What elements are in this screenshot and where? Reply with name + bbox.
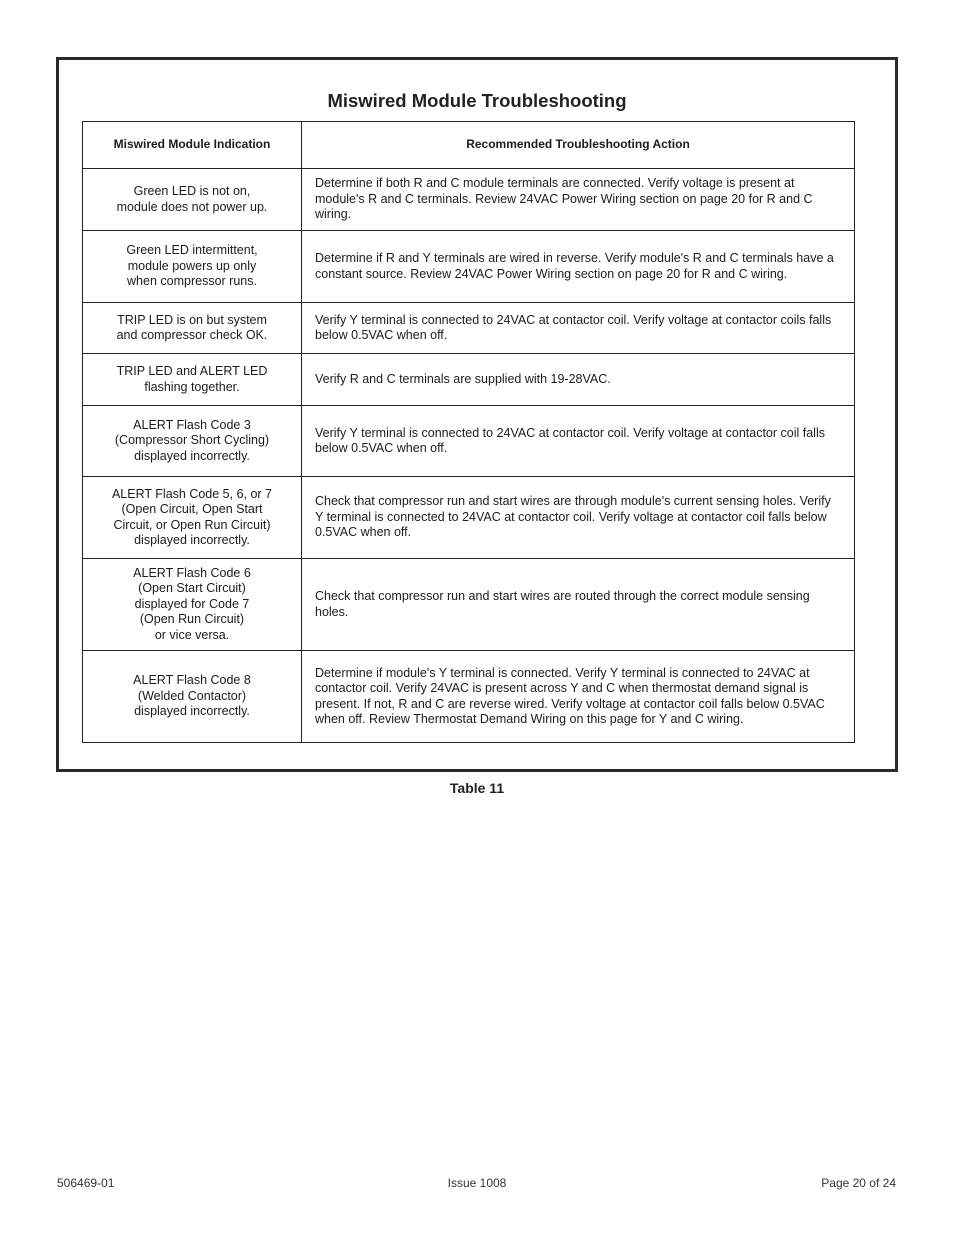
header-row	[83, 122, 855, 169]
table-row	[83, 406, 855, 477]
action-cell: Determine if R and Y terminals are wired in reverse. Verify module's R and C terminals have a constant source. Review 24VAC Power Wiring section on page 20 for R and C wiring.	[302, 231, 855, 303]
table-row	[83, 303, 855, 354]
column-header-action: Recommended Troubleshooting Action	[302, 122, 855, 169]
indication-cell: ALERT Flash Code 6 (Open Start Circuit) displayed for Code 7 (Open Run Circuit) or vice versa.	[83, 559, 302, 651]
table-frame	[56, 57, 898, 772]
action-cell: Check that compressor run and start wires are through module's current sensing holes. Verify Y terminal is connected to 24VAC at contactor coil. Verify voltage at contactor coil falls below 0.5VAC when off.	[302, 477, 855, 559]
indication-cell: Green LED is not on, module does not power up.	[83, 169, 302, 231]
action-cell: Verify Y terminal is connected to 24VAC at contactor coil. Verify voltage at contactor coils falls below 0.5VAC when off.	[302, 303, 855, 354]
table-row	[83, 231, 855, 303]
action-cell: Verify Y terminal is connected to 24VAC at contactor coil. Verify voltage at contactor coil falls below 0.5VAC when off.	[302, 406, 855, 477]
issue-label: Issue 1008	[447, 1176, 507, 1190]
table-row	[83, 651, 855, 743]
column-header-indication: Miswired Module Indication	[83, 122, 302, 169]
indication-cell: ALERT Flash Code 8 (Welded Contactor) displayed incorrectly.	[83, 651, 302, 743]
table-row	[83, 477, 855, 559]
troubleshooting-table	[82, 121, 855, 743]
table-title: Miswired Module Troubleshooting	[327, 90, 627, 111]
action-cell: Check that compressor run and start wires are routed through the correct module sensing holes.	[302, 559, 855, 651]
table-row	[83, 559, 855, 651]
indication-cell: ALERT Flash Code 3 (Compressor Short Cycling) displayed incorrectly.	[83, 406, 302, 477]
action-cell: Determine if module's Y terminal is connected. Verify Y terminal is connected to 24VAC at contactor coil. Verify 24VAC is present across Y and C when thermostat demand signal is present. If not, R and C are reverse wired. Verify voltage at contactor coil falls below 0.5VAC when off. Review Thermostat Demand Wiring on this page for Y and C wiring.	[302, 651, 855, 743]
doc-number: 506469-01	[57, 1176, 115, 1190]
indication-cell: TRIP LED is on but system and compressor check OK.	[83, 303, 302, 354]
page-number: Page 20 of 24	[821, 1176, 896, 1190]
action-cell: Determine if both R and C module terminals are connected. Verify voltage is present at module's R and C terminals. Review 24VAC Power Wiring section on page 20 for R and C wiring.	[302, 169, 855, 231]
indication-cell: TRIP LED and ALERT LED flashing together.	[83, 354, 302, 406]
indication-cell: ALERT Flash Code 5, 6, or 7 (Open Circuit, Open Start Circuit, or Open Run Circuit) displayed incorrectly.	[83, 477, 302, 559]
table-row	[83, 354, 855, 406]
action-cell: Verify R and C terminals are supplied with 19-28VAC.	[302, 354, 855, 406]
table-caption: Table 11	[449, 780, 505, 796]
indication-cell: Green LED intermittent, module powers up only when compressor runs.	[83, 231, 302, 303]
table-row	[83, 169, 855, 231]
